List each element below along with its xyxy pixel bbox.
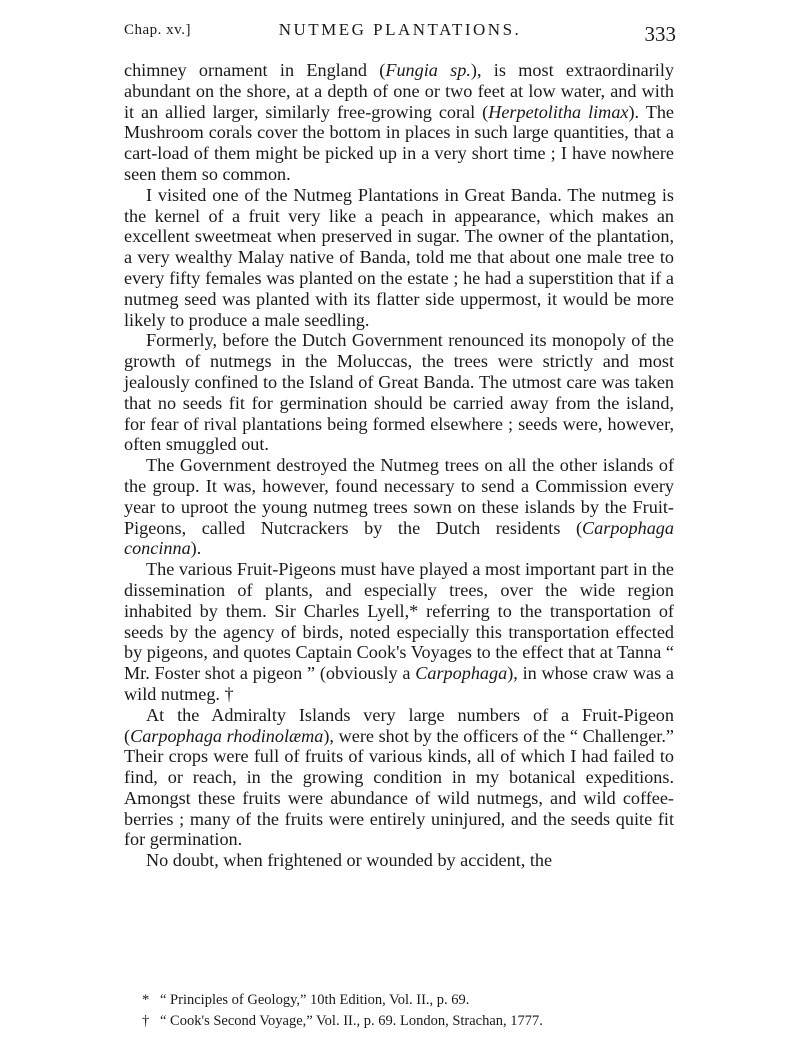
paragraph — [124, 330, 674, 455]
text-run: ). — [190, 538, 202, 559]
text-run: ), is most extraordinarily abundant on the shore, at a depth of one or two feet at low water, and with it an allied larger, similarly free-growing coral ( — [124, 60, 674, 122]
footnote-mark: * — [142, 992, 150, 1008]
paragraph — [124, 60, 674, 185]
text-run: Formerly, before the Dutch Government renounced its monopoly of the growth of nutmegs in the Moluccas, the trees were strictly and most jealously confined to the Island of Great Banda. The utmost care was taken that no seeds fit for germination should be carried away from the island, for fear of rival plantations being formed elsewhere ; seeds were, however, often smuggled out. — [124, 330, 674, 455]
paragraph — [124, 185, 674, 331]
footnote-text: “ Principles of Geology,” 10th Edition, Vol. II., p. 69. — [160, 992, 470, 1008]
text-run: I visited one of the Nutmeg Plantations in Great Banda. The nutmeg is the kernel of a fruit very like a peach in appearance, which makes an excellent sweetmeat when preserved in sugar. The owner of the plantation, a very wealthy Malay native of Banda, told me that about one male tree to every fifty females was planted on the estate ; he had a superstition that if a nutmeg seed was planted with its flatter side uppermost, it would be more likely to produce a male seedling. — [124, 184, 674, 330]
text-run: ), were shot by the officers of the “ Challenger.” Their crops were full of fruits of various kinds, all of which I had failed to find, or reach, in the growing condition in my botanical expeditions. Amongst these fruits were abundance of wild nutmegs, and wild coffee-berries ; many of the fruits were entirely uninjured, and the seeds quite fit for germination. — [124, 725, 674, 850]
footnote-mark: † — [142, 1013, 150, 1029]
italic-term: Carpophaga rhodinolæma — [130, 725, 324, 746]
footnotes — [142, 990, 682, 1032]
italic-term: Fungia sp. — [385, 60, 471, 80]
footnote-text: “ Cook's Second Voyage,” Vol. II., p. 69. London, Strachan, 1777. — [160, 1013, 543, 1029]
text-run: chimney ornament in England ( — [124, 60, 386, 80]
text-run: ). The Mushroom corals cover the bottom in places in such large quantities, that a cart-load of them might be picked up in a very short time ; I have nowhere seen them so common. — [124, 101, 674, 184]
body-text — [124, 60, 674, 871]
footnote — [142, 990, 682, 1011]
paragraph — [124, 559, 674, 705]
italic-term: Herpetolitha limax — [488, 101, 629, 122]
footnote — [142, 1011, 682, 1032]
paragraph — [124, 705, 674, 851]
italic-term: Carpophaga — [415, 663, 508, 684]
paragraph — [124, 455, 674, 559]
text-run: No doubt, when frightened or wounded by accident, the — [146, 850, 553, 871]
text-run: The various Fruit-Pigeons must have played a most important part in the dissemination of plants, and especially trees, over the wide region inhabited by them. Sir Charles Lyell,* referring to the transportation of seeds by the agency of birds, noted especially this transportation effected by pigeons, and quotes Captain Cook's Voyages to the effect that at Tanna “ Mr. Foster shot a pigeon ” (obviously a — [124, 559, 674, 684]
text-run: The Government destroyed the Nutmeg trees on all the other islands of the group. It was, however, found necessary to send a Commission every year to uproot the young nutmeg trees sown on these islands by the Fruit-Pigeons, called Nutcrackers by the Dutch residents ( — [124, 455, 674, 538]
running-title: NUTMEG PLANTATIONS. — [278, 20, 522, 39]
page-number: 333 — [644, 22, 676, 46]
italic-term: Carpophaga concinna — [124, 517, 674, 559]
chapter-label: Chap. xv.] — [124, 22, 191, 38]
text-run: ), in whose craw was a wild nutmeg. † — [124, 663, 674, 704]
text-run: At the Admiralty Islands very large numbers of a Fruit-Pigeon ( — [124, 704, 674, 746]
paragraph — [124, 850, 674, 871]
page-header — [122, 18, 678, 48]
